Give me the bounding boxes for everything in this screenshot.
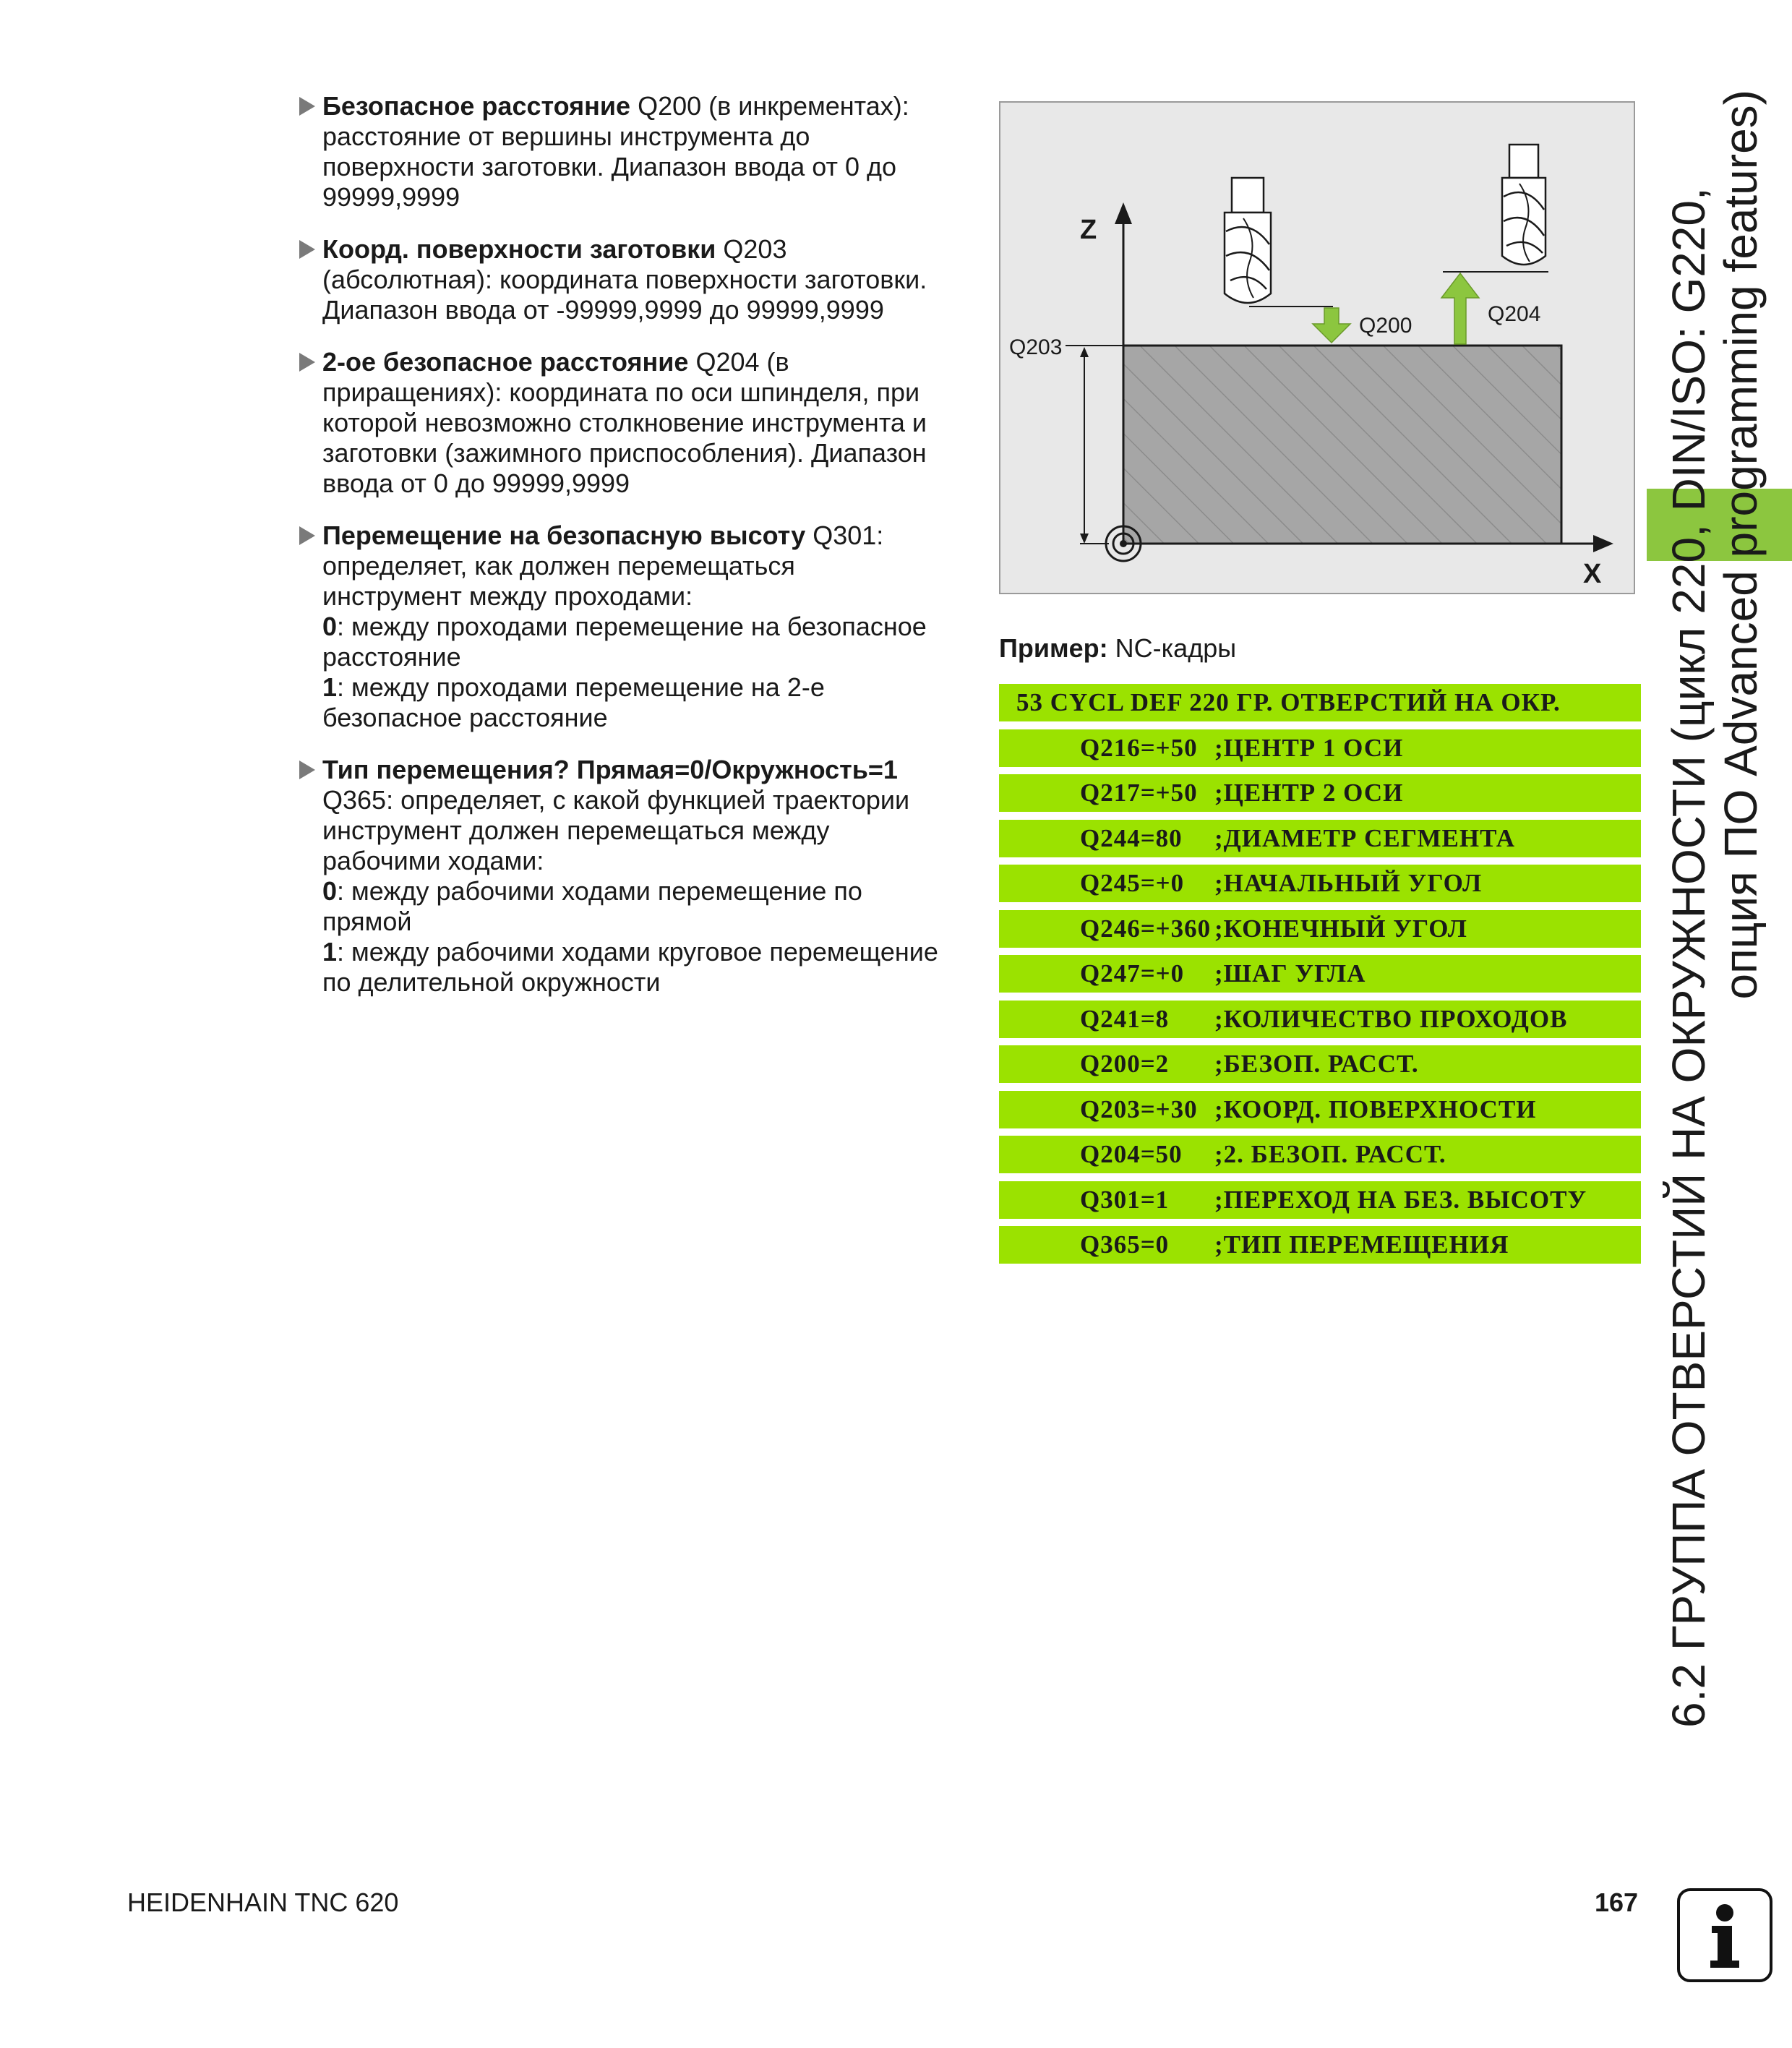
diagram-svg [1000,103,1637,596]
parameter-text-line: расстояние от вершины инструмента до [322,121,810,151]
info-i-icon[interactable] [1677,1888,1772,1982]
nc-parameter: Q246=+360 [1080,914,1212,943]
nc-comment: ;2. БЕЗОП. РАССТ. [1214,1140,1446,1168]
nc-row [999,910,1641,948]
nc-row [999,1226,1641,1264]
parameter-heading: Тип перемещения? Прямая=0/Окружность=1 [322,755,898,784]
nc-first-line: 53 CYCL DEF 220 ГР. ОТВЕРСТИЙ НА ОКР. [1016,688,1561,716]
q203-label: Q203 [1009,335,1063,359]
nc-comment: ;ЦЕНТР 1 ОСИ [1214,733,1404,762]
tool-right [1502,145,1546,265]
parameter-text-line: заготовки (зажимного приспособления). Диапазон [322,438,927,468]
bullet-triangle-icon [299,353,315,372]
nc-parameter: Q245=+0 [1080,869,1185,897]
nc-parameter: Q244=80 [1080,823,1183,852]
workpiece-block [1123,346,1561,544]
parameter-text-line: которой невозможно столкновение инструмента и [322,408,927,437]
nc-block-list [999,684,1641,1272]
parameter-option-line: 1: между рабочими ходами круговое перемещение [322,937,938,967]
parameter-text-line: 99999,9999 [322,182,460,212]
parameter-item [298,347,963,499]
nc-comment: ;ЦЕНТР 2 ОСИ [1214,779,1404,807]
x-axis-arrowhead [1593,535,1613,552]
bullet-triangle-icon [299,526,315,545]
parameter-text-line: поверхности заготовки. Диапазон ввода от 0 до [322,152,897,181]
bullet-triangle-icon [299,760,315,779]
parameter-item [298,520,963,733]
parameter-heading: Коорд. поверхности заготовки Q203 [322,234,787,264]
parameter-item [298,91,963,213]
side-title-line1: 6.2 ГРУППА ОТВЕРСТИЙ НА ОКРУЖНОСТИ (цикл 220, DIN/ISO: G220, [1663,187,1715,1728]
nc-row-cycl-def [999,684,1641,721]
parameter-option-line: 0: между рабочими ходами перемещение по [322,876,862,906]
nc-row [999,955,1641,993]
nc-row [999,1045,1641,1083]
nc-row [999,1136,1641,1173]
nc-parameter: Q241=8 [1080,1004,1170,1033]
q200-arrow-icon [1313,308,1350,343]
parameter-option-line: по делительной окружности [322,967,661,997]
parameter-text-line: рабочими ходами: [322,846,544,875]
nc-comment: ;ДИАМЕТР СЕГМЕНТА [1214,823,1515,852]
nc-parameter: Q217=+50 [1080,779,1198,807]
nc-comment: ;КОЛИЧЕСТВО ПРОХОДОВ [1214,1004,1568,1033]
parameter-item [298,234,963,325]
parameter-text-line: Диапазон ввода от -99999,9999 до 99999,9999 [322,295,884,325]
nc-row [999,729,1641,767]
nc-parameter: Q301=1 [1080,1185,1170,1214]
side-title-line2: опция ПО Advanced programming features) [1715,90,1767,1000]
nc-parameter: Q200=2 [1080,1050,1170,1078]
q204-label: Q204 [1488,302,1541,326]
parameter-text-line: инструмент должен перемещаться между [322,815,830,845]
chapter-side-title [1663,90,1767,1728]
nc-row [999,865,1641,902]
nc-comment: ;ШАГ УГЛА [1214,959,1366,987]
parameter-option-line: безопасное расстояние [322,703,608,732]
q200-label: Q200 [1359,314,1412,338]
example-title [999,633,1236,664]
tool-left [1225,178,1271,303]
example-title-rest: NC-кадры [1107,633,1237,663]
nc-comment: ;ПЕРЕХОД НА БЕЗ. ВЫСОТУ [1214,1185,1587,1214]
nc-comment: ;КОНЕЧНЫЙ УГОЛ [1214,914,1467,943]
nc-row [999,1181,1641,1219]
nc-row [999,1091,1641,1128]
page-number: 167 [1595,1888,1639,1917]
nc-parameter: Q216=+50 [1080,733,1198,762]
nc-row [999,820,1641,857]
nc-row [999,774,1641,812]
parameter-heading: Перемещение на безопасную высоту Q301: [322,520,884,550]
parameter-list [298,91,963,1019]
footer-product: HEIDENHAIN TNC 620 [127,1888,399,1917]
nc-comment: ;НАЧАЛЬНЫЙ УГОЛ [1214,869,1483,897]
nc-parameter: Q247=+0 [1080,959,1185,987]
parameter-option-line: прямой [322,907,412,936]
nc-comment: ;ТИП ПЕРЕМЕЩЕНИЯ [1214,1230,1509,1259]
bullet-triangle-icon [299,97,315,116]
q204-arrow-icon [1441,273,1479,344]
parameter-text-line: ввода от 0 до 99999,9999 [322,468,630,498]
parameter-text-line: определяет, как должен перемещаться [322,551,795,580]
parameter-text-line: (абсолютная): координата поверхности заготовки. [322,265,927,294]
parameter-item [298,755,963,998]
parameter-text-line: приращениях): координата по оси шпинделя, при [322,377,920,407]
parameter-heading: 2-ое безопасное расстояние Q204 (в [322,347,789,377]
parameter-text-line: Q365: определяет, с какой функцией траектории [322,785,910,815]
parameter-heading: Безопасное расстояние Q200 (в инкрементах): [322,91,909,121]
parameter-option-line: 1: между проходами перемещение на 2-е [322,672,825,702]
nc-parameter: Q365=0 [1080,1230,1170,1259]
parameter-option-line: расстояние [322,642,461,672]
axis-x-label: X [1583,559,1602,589]
axis-z-label: Z [1080,215,1097,245]
nc-comment: ;КООРД. ПОВЕРХНОСТИ [1214,1094,1537,1123]
cycle-diagram [999,101,1635,594]
nc-comment: ;БЕЗОП. РАССТ. [1214,1050,1419,1078]
bullet-triangle-icon [299,240,315,259]
nc-parameter: Q203=+30 [1080,1094,1198,1123]
example-title-bold: Пример: [999,633,1108,663]
nc-row [999,1001,1641,1038]
parameter-text-line: инструмент между проходами: [322,581,693,611]
parameter-option-line: 0: между проходами перемещение на безопасное [322,612,927,641]
z-axis-arrowhead [1115,202,1132,224]
nc-parameter: Q204=50 [1080,1140,1183,1168]
